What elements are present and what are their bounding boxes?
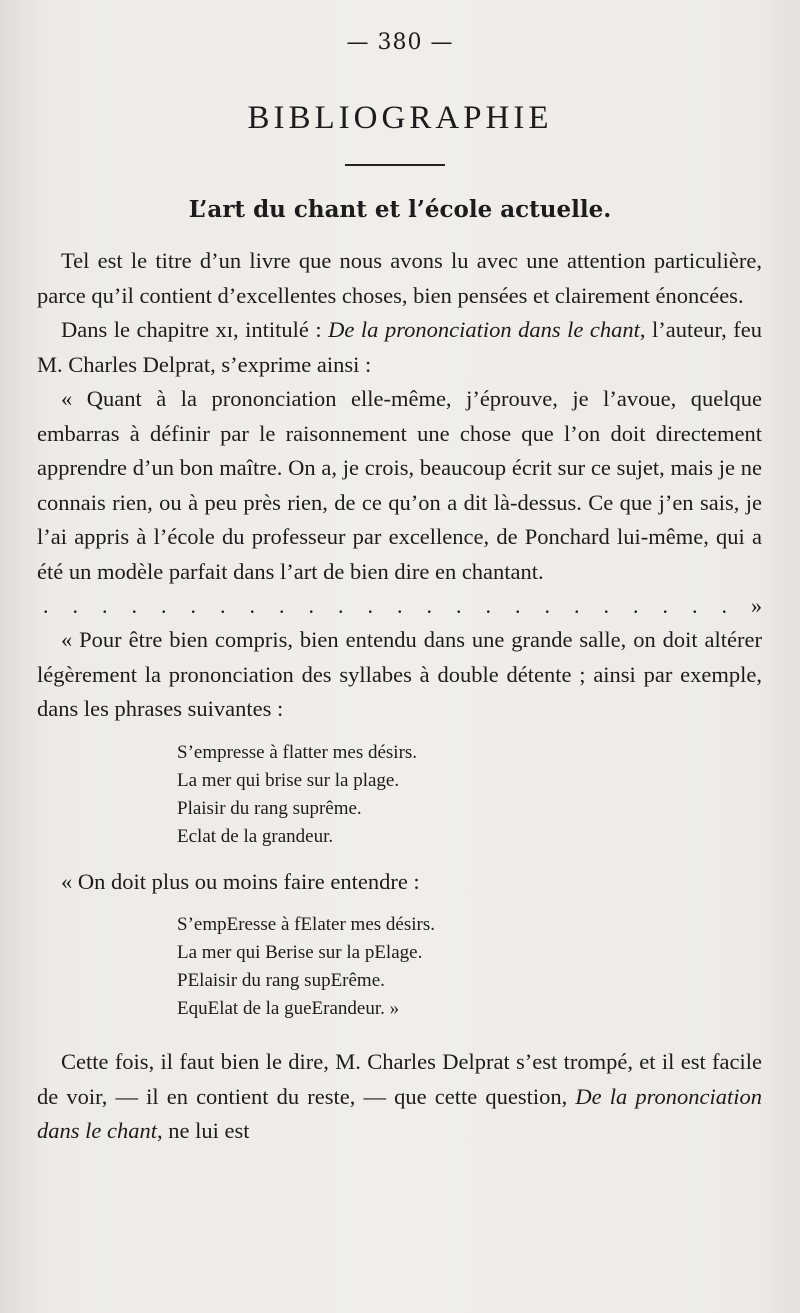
verse-line: PElaisir du rang supErême. xyxy=(177,970,385,991)
verse-line: EquElat de la gueErandeur. » xyxy=(177,998,400,1019)
paragraph-chapter-text-b: , l’auteur, feu M. Charles Delprat, s’exprime ainsi : xyxy=(37,317,762,377)
paragraph-quote-2: « Pour être bien compris, bien entendu dans une grande salle, on doit altérer légèrement la prononciation des syllabes à double détente ; ainsi par exemple, dans les phrases suivantes : xyxy=(37,627,762,721)
paragraph-conclusion-text-a: Cette fois, il faut bien le dire, M. Charles Delprat s’est trompé, et il est facile de voir, — il en contient du reste, — que cette question, xyxy=(37,1049,762,1109)
verse-line: La mer qui brise sur la plage. xyxy=(177,769,400,791)
article-title: L’art du chant et l’école actuelle. xyxy=(188,196,612,223)
paragraph-conclusion-text-b: , ne lui est xyxy=(156,1118,250,1143)
paragraph-chapter xyxy=(37,313,762,382)
verse-line: S’empresse à flatter mes désirs. xyxy=(177,741,418,763)
paragraph-quote-1: « Quant à la prononciation elle-même, j’éprouve, je l’avoue, quelque embarras à définir par le raisonnement une chose que l’on doit directement apprendre d’un bon maître. On a, je crois, beaucoup écrit sur ce sujet, mais je ne connais rien, ou à peu près rien, de ce qu’on a dit là-dessus. Ce que j’en sais, je l’ai appris à l’école du professeur par excellence, de Ponchard lui-même, qui a été un modèle parfait dans l’art de bien dire en chantant. xyxy=(37,386,762,584)
verse-line: Eclat de la grandeur. xyxy=(177,825,334,847)
article-body xyxy=(37,244,762,1149)
paragraph-conclusion xyxy=(37,1045,762,1149)
ellipsis-row: . . . . . . . . . . . . . . . . . . . . . . . . » xyxy=(37,589,762,623)
chapter-title: De la prononciation dans le chant xyxy=(328,317,640,342)
heading-divider xyxy=(345,164,445,166)
verse-line: Plaisir du rang suprême. xyxy=(177,797,362,819)
verse-block-2 xyxy=(177,911,762,1023)
paragraph-intro: Tel est le titre d’un livre que nous avons lu avec une attention particulière, parce qu’il contient d’excellentes choses, bien pensées et clairement énoncées. xyxy=(37,248,762,308)
verse-line: S’empEresse à fElater mes désirs. xyxy=(177,914,435,935)
paragraph-chapter-text-a: Dans le chapitre xɪ, intitulé : xyxy=(61,317,329,342)
ellipsis-closing-quote: » xyxy=(751,593,762,618)
verse-block-1 xyxy=(177,739,762,851)
cited-title: De la prononciation dans le chant xyxy=(37,1083,762,1143)
paragraph-quote-3: « On doit plus ou moins faire entendre : xyxy=(61,868,420,894)
page-heading: BIBLIOGRAPHIE xyxy=(247,100,553,136)
page-number: — 380 — xyxy=(346,30,454,55)
verse-line: La mer qui Berise sur la pElage. xyxy=(177,942,423,963)
